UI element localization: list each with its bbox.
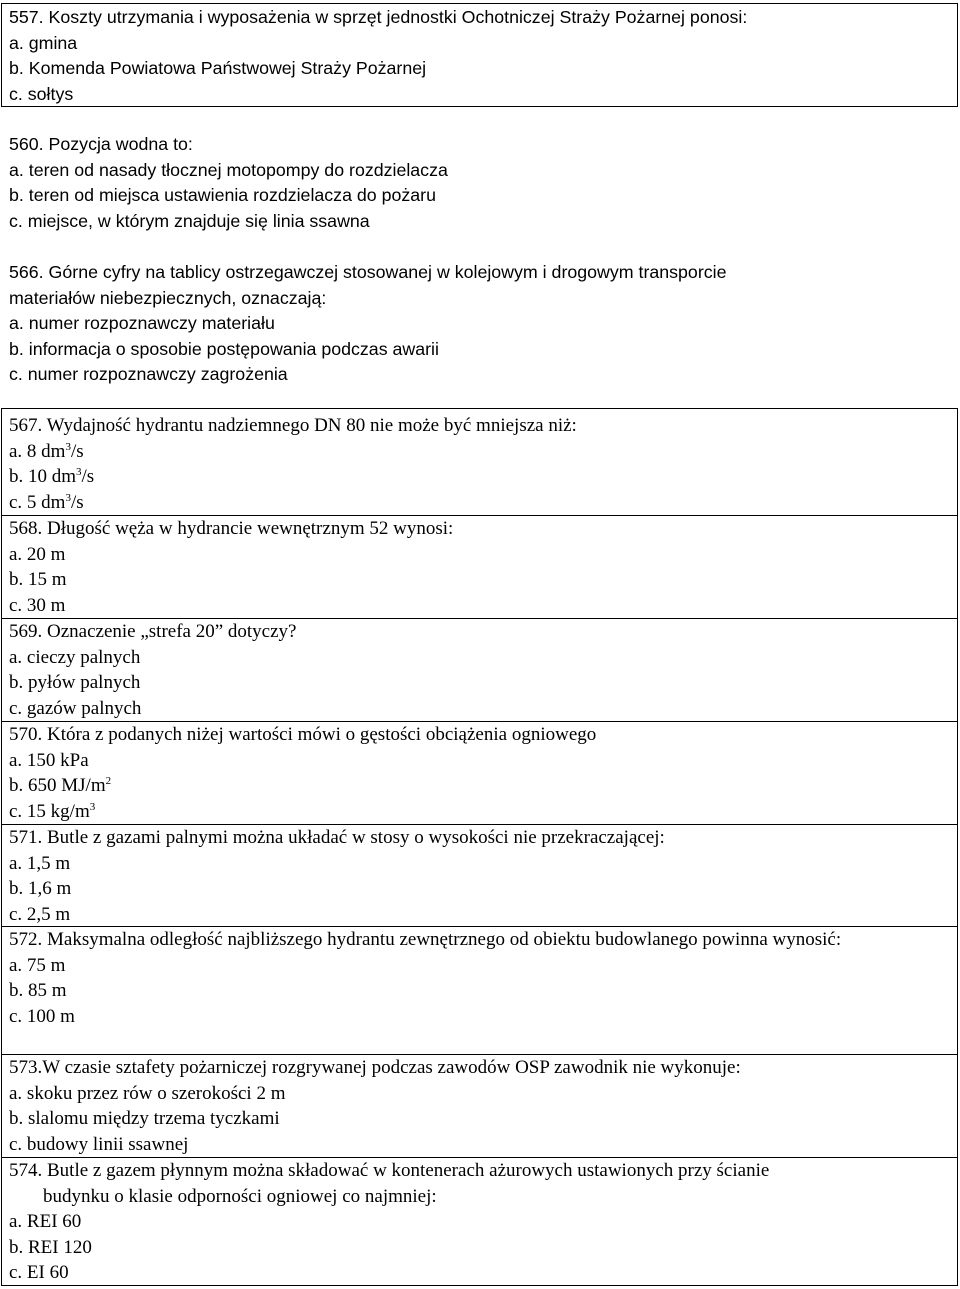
- answer-c: c. 2,5 m: [9, 903, 71, 925]
- question-text: 557. Koszty utrzymania i wyposażenia w sprzęt jednostki Ochotniczej Straży Pożarnej ponosi:: [9, 7, 748, 27]
- question-572: [9, 927, 954, 1029]
- question-text-line1: 574. Butle z gazem płynnym można składować w kontenerach ażurowych ustawionych przy ścianie: [9, 1160, 770, 1181]
- answer-a: a. teren od nasady tłocznej motopompy do rozdzielacza: [9, 159, 448, 180]
- answer-c: c. miejsce, w którym znajduje się linia ssawna: [9, 210, 370, 231]
- answer-b: b. 10 $dm^3/s$: [9, 466, 95, 488]
- question-text: 571. Butle z gazami palnymi można układać w stosy o wysokości nie przekraczającej:: [9, 827, 665, 848]
- answer-b: b. Komenda Powiatowa Państwowej Straży Pożarnej: [9, 58, 427, 79]
- answer-a: a. 8 $dm^3/s$: [9, 440, 84, 462]
- answer-c: c. gazów palnych: [9, 697, 142, 719]
- answer-c: c. budowy linii ssawnej: [9, 1133, 189, 1155]
- answer-a: a. 20 m: [9, 543, 66, 565]
- question-570: [9, 722, 954, 824]
- answer-c: c. 15 $kg/m^3$: [9, 800, 96, 822]
- answer-c: c. numer rozpoznawczy zagrożenia: [9, 364, 288, 385]
- answer-a: a. 75 m: [9, 954, 66, 976]
- question-text: 573.W czasie sztafety pożarniczej rozgrywanej podczas zawodów OSP zawodnik nie wykonuje:: [9, 1057, 741, 1078]
- question-566: [9, 260, 954, 388]
- answer-b: b. teren od miejsca ustawienia rozdzielacza do pożaru: [9, 185, 436, 206]
- question-text: 568. Długość węża w hydrancie wewnętrznym 52 wynosi:: [9, 518, 454, 539]
- answer-c: c. sołtys: [9, 83, 74, 104]
- question-568: [9, 516, 954, 618]
- answer-a: a. REI 60: [9, 1211, 82, 1233]
- question-text-line1: 566. Górne cyfry na tablicy ostrzegawczej stosowanej w kolejowym i drogowym transporcie: [9, 262, 727, 282]
- question-text: 569. Oznaczenie „strefa 20” dotyczy?: [9, 621, 297, 642]
- answer-a: a. gmina: [9, 32, 78, 53]
- answer-c: c. EI 60: [9, 1262, 69, 1284]
- question-text-line2: budynku o klasie odporności ogniowej co najmniej:: [43, 1185, 437, 1207]
- answer-b: b. 1,6 m: [9, 878, 72, 900]
- question-text: 570. Która z podanych niżej wartości mówi o gęstości obciążenia ogniowego: [9, 724, 597, 745]
- answer-b: b. 15 m: [9, 569, 67, 591]
- answer-c: c. 100 m: [9, 1005, 75, 1027]
- question-560: [9, 132, 954, 234]
- answer-b: b. 85 m: [9, 980, 67, 1002]
- answer-a: a. skoku przez rów o szerokości 2 m: [9, 1082, 286, 1104]
- answer-c: c. 30 m: [9, 594, 66, 616]
- answer-a: a. 150 kPa: [9, 749, 89, 771]
- answer-b: b. slalomu między trzema tyczkami: [9, 1108, 280, 1130]
- question-567: [9, 413, 954, 515]
- answer-b: b. REI 120: [9, 1236, 92, 1258]
- answer-a: a. numer rozpoznawczy materiału: [9, 313, 275, 334]
- answer-b: b. 650 $MJ/m^2$: [9, 775, 112, 797]
- question-574: [9, 1158, 954, 1286]
- question-571: [9, 825, 954, 927]
- question-text: 560. Pozycja wodna to:: [9, 134, 193, 154]
- answer-b: b. informacja o sposobie postępowania podczas awarii: [9, 338, 439, 359]
- answer-c: c. 5 $dm^3/s$: [9, 491, 84, 513]
- question-text-line2: materiałów niebezpiecznych, oznaczają:: [9, 287, 327, 308]
- question-text: 572. Maksymalna odległość najbliższego hydrantu zewnętrznego od obiektu budowlanego powinna wynosić:: [9, 929, 842, 950]
- question-573: [9, 1055, 954, 1157]
- question-569: [9, 619, 954, 721]
- question-text: 567. Wydajność hydrantu nadziemnego DN 80 nie może być mniejsza niż:: [9, 415, 577, 436]
- question-557: [9, 5, 954, 107]
- answer-a: a. 1,5 m: [9, 852, 71, 874]
- answer-b: b. pyłów palnych: [9, 672, 141, 694]
- answer-a: a. cieczy palnych: [9, 646, 141, 668]
